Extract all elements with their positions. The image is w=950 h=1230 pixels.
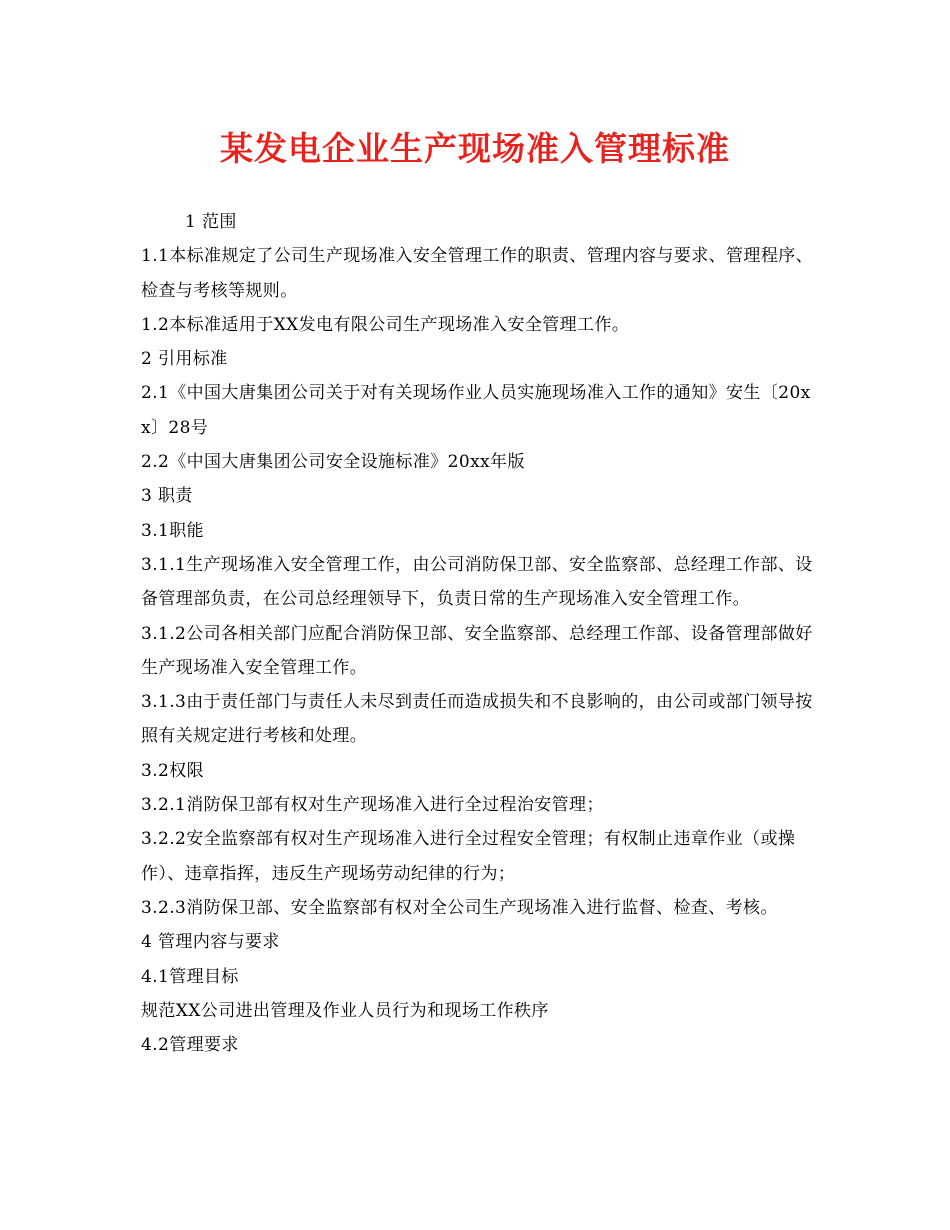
paragraph-3-1-1: 3.1.1生产现场准入安全管理工作，由公司消防保卫部、安全监察部、总经理工作部、设备管理部负责，在公司总经理领导下，负责日常的生产现场准入安全管理工作。: [141, 554, 813, 610]
paragraph-1-2: 1.2本标准适用于XX发电有限公司生产现场准入安全管理工作。: [141, 314, 630, 335]
document-title: 某发电企业生产现场准入管理标准: [220, 129, 730, 168]
document-body: [141, 205, 821, 1062]
section-heading-scope: 1 范围: [185, 212, 237, 232]
paragraph-3-2-1: 3.2.1消防保卫部有权对生产现场准入进行全过程治安管理；: [141, 795, 604, 816]
section-heading-duties: 3 职责: [141, 486, 193, 507]
paragraph-4-1-body: 规范XX公司进出管理及作业人员行为和现场工作秩序: [141, 1000, 549, 1021]
section-heading-management: 4 管理内容与要求: [141, 932, 280, 953]
paragraph-3-1-2: 3.1.2公司各相关部门应配合消防保卫部、安全监察部、总经理工作部、设备管理部做好生产现场准入安全管理工作。: [141, 623, 813, 678]
paragraph-3-1-3: 3.1.3由于责任部门与责任人未尽到责任而造成损失和不良影响的，由公司或部门领导按照有关规定进行考核和处理。: [141, 692, 813, 747]
paragraph-3-2-3: 3.2.3消防保卫部、安全监察部有权对全公司生产现场准入进行监督、检查、考核。: [141, 897, 778, 918]
paragraph-3-2-2: 3.2.2安全监察部有权对生产现场准入进行全过程安全管理；有权制止违章作业（或操作）、违章指挥，违反生产现场劳动纪律的行为；: [141, 829, 796, 884]
subsection-heading-goals: 4.1管理目标: [141, 966, 239, 987]
subsection-heading-requirements: 4.2管理要求: [141, 1035, 239, 1056]
paragraph-2-1: 2.1《中国大唐集团公司关于对有关现场作业人员实施现场准入工作的通知》安生〔20xx〕28号: [141, 383, 811, 438]
paragraph-2-2: 2.2《中国大唐集团公司安全设施标准》20xx年版: [141, 452, 525, 473]
section-heading-references: 2 引用标准: [141, 349, 228, 370]
subsection-heading-functions: 3.1职能: [141, 520, 205, 541]
subsection-heading-authority: 3.2权限: [141, 760, 205, 781]
paragraph-1-1: 1.1本标准规定了公司生产现场准入安全管理工作的职责、管理内容与要求、管理程序、检查与考核等规则。: [141, 246, 814, 301]
